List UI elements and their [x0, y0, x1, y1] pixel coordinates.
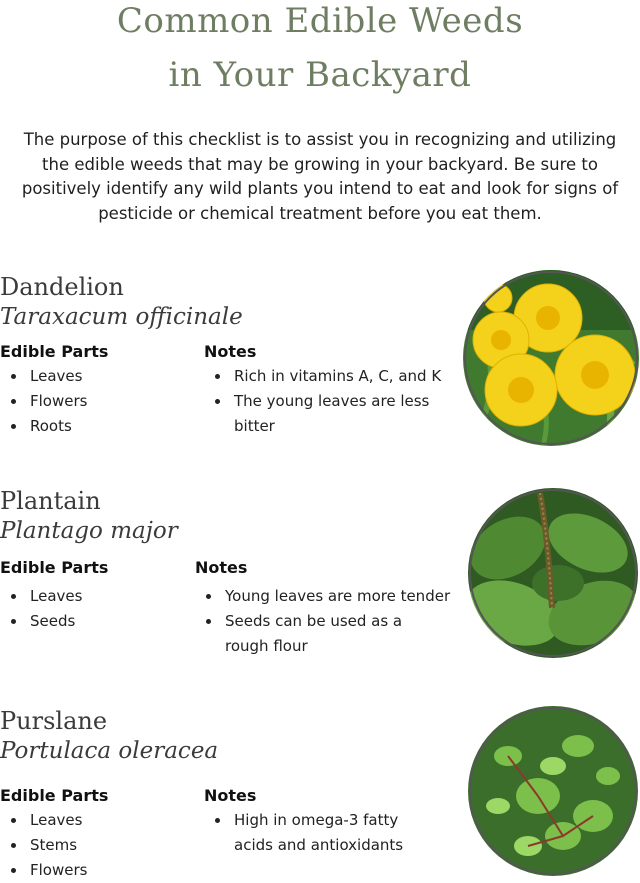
list-item: Leaves — [0, 584, 180, 609]
notes-list — [204, 808, 444, 858]
notes-list — [204, 364, 454, 439]
plantain-photo — [468, 488, 638, 658]
list-item: Seeds can be used as a rough flour — [195, 609, 445, 659]
title-line-2: in Your Backyard — [168, 55, 472, 95]
edible-parts-list — [0, 364, 180, 439]
latin-name: Plantago major — [0, 518, 178, 544]
notes-heading: Notes — [204, 786, 257, 805]
edible-parts-list — [0, 808, 180, 883]
page-title — [0, 0, 640, 102]
list-item: Roots — [0, 414, 180, 439]
list-item: Leaves — [0, 808, 180, 833]
notes-heading: Notes — [195, 558, 248, 577]
list-item: Stems — [0, 833, 180, 858]
list-item: Seeds — [0, 609, 180, 634]
notes-heading: Notes — [204, 342, 257, 361]
plant-section-dandelion — [0, 272, 640, 452]
edible-parts-heading: Edible Parts — [0, 786, 109, 805]
latin-name: Portulaca oleracea — [0, 738, 219, 764]
list-item: The young leaves are less bitter — [204, 389, 434, 439]
list-item: Flowers — [0, 389, 180, 414]
list-item: Young leaves are more tender — [195, 584, 455, 609]
edible-parts-heading: Edible Parts — [0, 342, 109, 361]
title-line-1: Common Edible Weeds — [116, 1, 524, 41]
plant-section-plantain — [0, 486, 640, 676]
list-item: Rich in vitamins A, C, and K — [204, 364, 454, 389]
dandelion-photo — [463, 270, 639, 446]
notes-list — [195, 584, 455, 659]
common-name: Dandelion — [0, 273, 124, 301]
edible-parts-heading: Edible Parts — [0, 558, 109, 577]
list-item: Leaves — [0, 364, 180, 389]
edible-parts-list — [0, 584, 180, 634]
list-item: Flowers — [0, 858, 180, 883]
list-item: High in omega-3 fatty acids and antioxidants — [204, 808, 439, 858]
latin-name: Taraxacum officinale — [0, 304, 243, 330]
plant-section-purslane — [0, 706, 640, 877]
common-name: Plantain — [0, 487, 101, 515]
purslane-photo — [468, 706, 638, 876]
intro-paragraph: The purpose of this checklist is to assist you in recognizing and utilizing the edible weeds that may be growing in your backyard. Be sure to positively identify any wild plants you intend to eat and look for signs of pesticide or chemical treatment before you eat them. — [21, 130, 619, 223]
common-name: Purslane — [0, 707, 108, 735]
